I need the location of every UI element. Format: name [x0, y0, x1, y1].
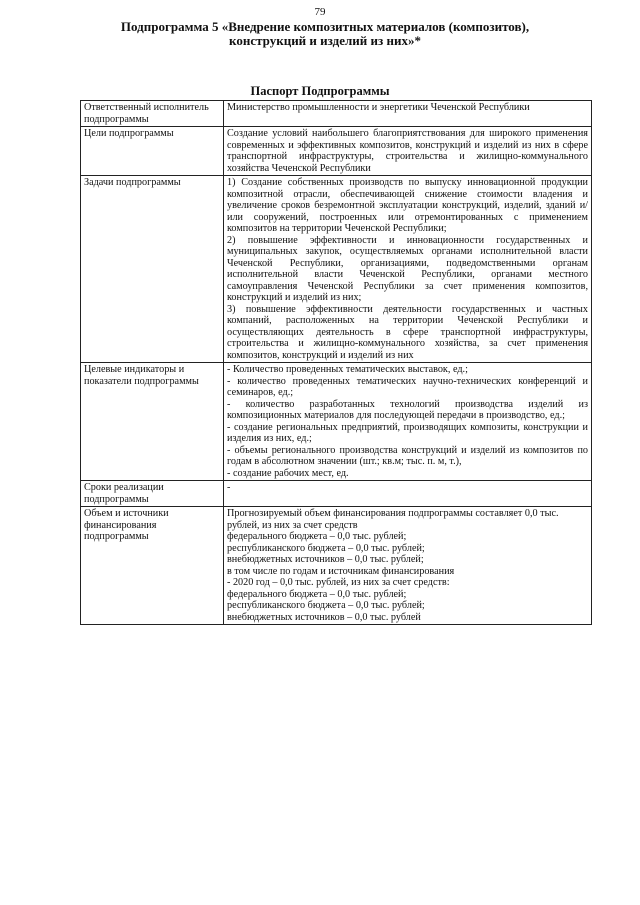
table-row-timeline: [81, 481, 592, 507]
table-row-goals: [81, 127, 592, 176]
row-value: [224, 481, 592, 507]
row-value: [224, 176, 592, 363]
value-line: внебюджетных источников – 0,0 тыс. рублей;: [227, 554, 424, 565]
value-line: - количество проведенных тематических научно-технических конференций и семинаров, ед.;: [227, 375, 588, 398]
table-row-tasks: [81, 176, 592, 363]
value-line: республиканского бюджета – 0,0 тыс. рублей;: [227, 542, 425, 554]
page-number: 79: [314, 6, 326, 18]
value-line: Прогнозируемый объем финансирования подпрограммы составляет 0,0 тыс. рублей, из них за счет средств: [227, 508, 559, 531]
value-line: -: [227, 482, 231, 493]
value-line: федерального бюджета – 0,0 тыс. рублей;: [227, 531, 407, 542]
passport-title: Паспорт Подпрограммы: [250, 84, 390, 98]
document-title-line-2: конструкций и изделий из них»*: [229, 33, 421, 48]
row-label: Ответственный исполнитель подпрограммы: [81, 101, 224, 127]
value-line: - создание рабочих мест, ед.: [227, 467, 349, 479]
value-line: Создание условий наибольшего благоприятствования для широкого применения современных и эффективных композитов, конструкций и изделий из них в сфере транспортной инфраструктуры, строительства и жилищно-коммунального хозяйства Чеченской Республики: [227, 128, 588, 174]
value-line: 2) повышение эффективности и инновационности государственных и муниципальных закупок, осуществляемых органами исполнительной власти Чеченской Республики, организациями, подведомственными органам исполнительной власти Чеченской Республики, органами местного самоуправления Чеченской Республики за счет применения композитов, конструкций и изделий из них;: [227, 234, 588, 303]
row-value: [224, 507, 592, 625]
passport-table: [80, 100, 592, 625]
table-row-responsible: [81, 101, 592, 127]
value-line: - создание региональных предприятий, производящих композиты, конструкции и изделия из них, ед.;: [227, 421, 588, 444]
row-value: [224, 127, 592, 176]
document-title: [60, 20, 590, 48]
value-line: - 2020 год – 0,0 тыс. рублей, из них за счет средств:: [227, 577, 450, 588]
value-line: Министерство промышленности и энергетики Чеченской Республики: [227, 102, 530, 113]
row-label: Задачи подпрограммы: [81, 176, 224, 363]
value-line: - количество разработанных технологий производства изделий из композиционных материалов для последующей передачи в производство, ед.;: [227, 398, 588, 421]
value-line: в том числе по годам и источникам финансирования: [227, 565, 455, 577]
value-line: федерального бюджета – 0,0 тыс. рублей;: [227, 588, 407, 600]
table-row-indicators: [81, 363, 592, 481]
row-label: Цели подпрограммы: [81, 127, 224, 176]
row-label: Целевые индикаторы и показатели подпрограммы: [81, 363, 224, 481]
row-label: Объем и источники финансирования подпрограммы: [81, 507, 224, 625]
value-line: внебюджетных источников – 0,0 тыс. рублей: [227, 611, 421, 623]
row-value: [224, 101, 592, 127]
value-line: 3) повышение эффективности деятельности государственных и частных компаний, расположенных на территории Чеченской Республики и осуществляющих деятельность в сфере транспортной инфраструктуры, строительства и жилищно-коммунального хозяйства, за счет применения композитов, конструкций и изделий из них: [227, 303, 588, 361]
table-row-funding: [81, 507, 592, 625]
value-line: - объемы регионального производства конструкций и изделий из композитов по годам в абсолютном значении (шт.; кв.м; тыс. п. м, т.),: [227, 444, 588, 467]
row-value: [224, 363, 592, 481]
value-line: - Количество проведенных тематических выставок, ед.;: [227, 364, 468, 375]
value-line: республиканского бюджета – 0,0 тыс. рублей;: [227, 600, 425, 611]
document-title-line-1: Подпрограмма 5 «Внедрение композитных материалов (композитов),: [120, 19, 530, 34]
value-line: 1) Создание собственных производств по выпуску инновационной продукции композитной отрасли, обеспечивающей снижение стоимости владения и увеличение сроков безремонтной эксплуатации конструкций, изделий, зданий и/или сооружений, построенных или отремонтированных с применением композитов на территории Чеченской Республики;: [227, 177, 588, 234]
row-label: Сроки реализации подпрограммы: [81, 481, 224, 507]
